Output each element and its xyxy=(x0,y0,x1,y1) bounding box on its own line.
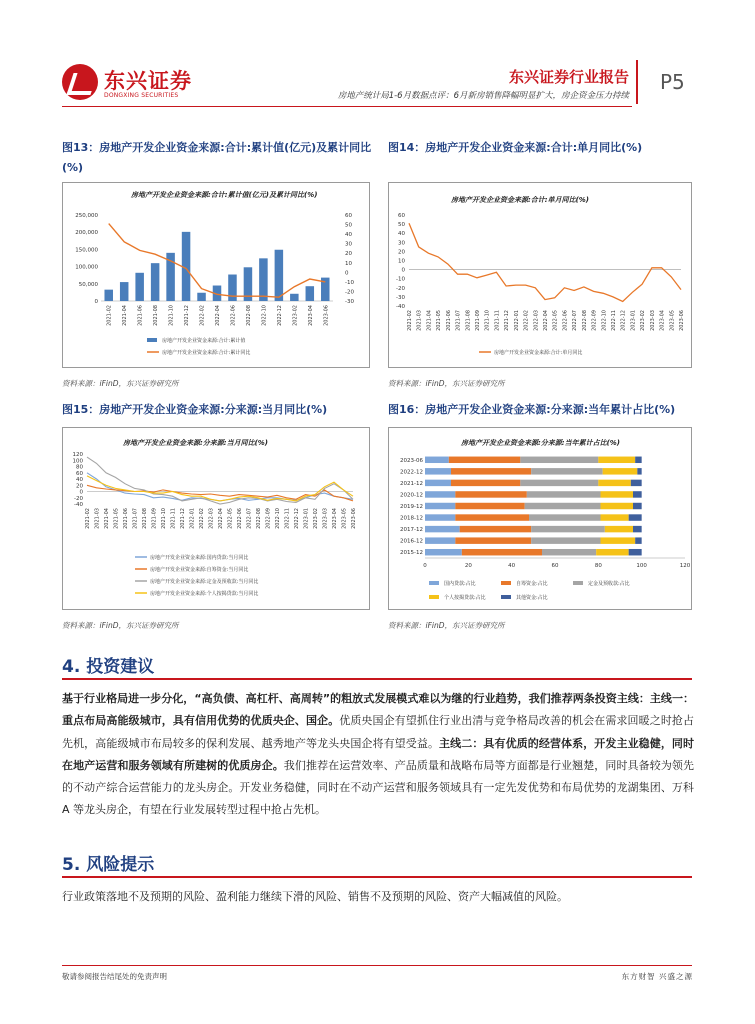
figure-13-chart xyxy=(62,182,370,368)
investment-lead: 基于行业格局进一步分化，“高负债、高杠杆、高周转”的粗放式发展模式难以为继的行业趋势，我们推荐两条投资主线：主线一：重点布局高能级城市，具有信用优势的优质央企、国企。 xyxy=(62,692,694,728)
y-left-tick-label: 200,000 xyxy=(75,230,98,237)
x-tick-label: 2023-04 xyxy=(307,305,314,326)
x-tick-label: 2023-05 xyxy=(341,508,348,529)
x-tick-label: 2022-02 xyxy=(523,310,530,331)
bar xyxy=(104,290,113,301)
figure-14-inner-title: 房地产开发企业资金来源:合计:单月同比(%) xyxy=(451,196,590,204)
y-tick-label: 0 xyxy=(79,489,83,496)
x-tick-label: 2022-08 xyxy=(256,508,262,529)
bar xyxy=(151,263,160,301)
header-rule xyxy=(62,106,632,107)
x-tick-label: 2022-06 xyxy=(237,508,243,529)
bar xyxy=(228,275,237,301)
stacked-bar-segment xyxy=(598,480,631,486)
legend-line-1-text: 房地产开发企业资金来源:自筹资金:当月同比 xyxy=(150,567,249,573)
x-tick-label: 2022-10 xyxy=(601,310,608,331)
figure-14-svg xyxy=(389,183,691,367)
x-tick-label: 2023-06 xyxy=(351,508,357,529)
x-tick-label: 2021-02 xyxy=(85,508,91,529)
bar xyxy=(290,294,299,301)
x-tick-label: 2021-10 xyxy=(161,508,167,529)
stacked-bar-segment xyxy=(531,526,605,532)
y-right-tick-label: 30 xyxy=(345,241,352,248)
stacked-bar-segment xyxy=(451,468,531,474)
y-tick-label: 2022-12 xyxy=(400,469,423,476)
series-line-2 xyxy=(87,457,353,504)
y-left-tick-label: 100,000 xyxy=(75,264,98,271)
section-5-title: 5. 风险提示 xyxy=(62,855,155,875)
x-tick-label: 2023-03 xyxy=(322,508,329,529)
series-line xyxy=(409,223,681,301)
x-tick-label: 80 xyxy=(594,563,602,569)
x-tick-label: 2021-04 xyxy=(426,310,433,331)
x-tick-label: 2022-09 xyxy=(591,310,598,331)
x-tick-label: 2021-07 xyxy=(132,508,139,529)
x-tick-label: 2022-06 xyxy=(230,305,237,326)
stacked-bar-segment xyxy=(462,549,542,555)
stacked-bar-segment xyxy=(605,526,633,532)
y-tick-label: 30 xyxy=(398,240,405,247)
legend-item-4-swatch xyxy=(501,595,511,599)
section-5-paragraph: 行业政策落地不及预期的风险、盈利能力继续下滑的风险、销售不及预期的风险、资产大幅减值的风险。 xyxy=(62,890,568,903)
stacked-bar-segment xyxy=(425,491,455,497)
x-tick-label: 2022-03 xyxy=(533,310,540,331)
y-right-tick-label: -30 xyxy=(345,299,354,305)
figure-15-svg xyxy=(63,428,369,609)
stacked-bar-segment xyxy=(598,457,635,463)
section-4-paragraph xyxy=(62,688,694,822)
legend-bar-swatch xyxy=(147,338,157,342)
x-tick-label: 2022-11 xyxy=(611,310,617,331)
stacked-bar-segment xyxy=(629,514,642,520)
legend-line-2-text: 房地产开发企业资金来源:定金及预收款:当月同比 xyxy=(150,579,259,585)
y-tick-label: 120 xyxy=(72,452,83,458)
legend-item-4-text: 其他资金:占比 xyxy=(516,595,548,601)
x-tick-label: 2022-04 xyxy=(543,310,549,331)
x-tick-label: 2021-08 xyxy=(153,305,160,326)
stacked-bar-segment xyxy=(425,514,455,520)
y-tick-label: 2023-06 xyxy=(400,457,423,464)
figure-15-inner-title: 房地产开发企业资金来源:分来源:当月同比(%) xyxy=(123,439,269,447)
bar xyxy=(275,250,284,301)
x-tick-label: 2021-03 xyxy=(94,508,101,529)
y-tick-label: -30 xyxy=(396,294,405,301)
y-tick-label: 50 xyxy=(398,222,405,229)
x-tick-label: 2022-11 xyxy=(284,508,291,529)
x-tick-label: 2021-11 xyxy=(494,310,501,331)
footer-rule xyxy=(62,965,692,966)
y-tick-label: -40 xyxy=(74,502,83,508)
x-tick-label: 2023-04 xyxy=(332,508,338,529)
footer-disclaimer: 敬请参阅报告结尾处的免责声明 xyxy=(62,972,167,981)
y-tick-label: -40 xyxy=(396,304,405,310)
investment-line2-detail: 我们推荐在运营效率、产品质量和战略布局等方面都是行业翘楚，同时具备较为领先的不动产综合运营能力的龙头房企。开发业务稳健，同时在不动产运营和服务领域具有一定先发优势和布局优势的龙湖集团、万科 A 等龙头房企，有望在行业发展转型过程中抢占先机。 xyxy=(62,758,695,817)
x-tick-label: 2022-04 xyxy=(218,508,224,529)
y-tick-label: 2016-12 xyxy=(400,538,423,545)
x-tick-label: 2021-02 xyxy=(106,305,113,326)
legend-item-1-swatch xyxy=(501,581,511,585)
x-tick-label: 2022-12 xyxy=(276,305,283,326)
y-tick-label: 2019-12 xyxy=(400,504,423,510)
stacked-bar-segment xyxy=(601,514,629,520)
legend-item-2-text: 定金及预收款:占比 xyxy=(588,581,630,587)
stacked-bar-segment xyxy=(425,503,455,509)
stacked-bar-segment xyxy=(425,480,451,486)
figure-15-chart xyxy=(62,427,370,610)
x-tick-label: 2021-09 xyxy=(475,310,481,331)
stacked-bar-segment xyxy=(542,549,596,555)
y-tick-label: 40 xyxy=(76,477,83,483)
figure-16-title: 图16：房地产开发企业资金来源:分来源:当年累计占比(%) xyxy=(388,403,676,416)
x-tick-label: 40 xyxy=(508,563,516,569)
stacked-bar-segment xyxy=(527,491,601,497)
y-tick-label: 40 xyxy=(398,231,405,238)
x-tick-label: 2021-10 xyxy=(484,310,491,331)
figure-16-inner-title: 房地产开发企业资金来源:分来源:当年累计占比(%) xyxy=(461,439,621,447)
company-logo xyxy=(62,62,192,106)
y-left-tick-label: 150,000 xyxy=(75,247,98,254)
x-tick-label: 0 xyxy=(423,563,427,569)
legend-item-3-swatch xyxy=(429,595,439,599)
header-divider xyxy=(636,60,638,104)
figure-15-source: 资料来源：iFinD，东兴证券研究所 xyxy=(62,621,179,630)
x-tick-label: 120 xyxy=(679,563,691,569)
y-tick-label: 10 xyxy=(398,258,405,265)
stacked-bar-segment xyxy=(455,514,529,520)
x-tick-label: 2023-06 xyxy=(679,310,685,331)
footer-slogan: 东方财智 兴盛之源 xyxy=(621,972,693,981)
x-tick-label: 2021-06 xyxy=(123,508,129,529)
page-number: P5 xyxy=(660,70,685,94)
stacked-bar-segment xyxy=(633,503,642,509)
x-tick-label: 2021-02 xyxy=(407,310,413,331)
legend-item-2-swatch xyxy=(573,581,583,585)
figure-14-title: 图14：房地产开发企业资金来源:合计:单月同比(%) xyxy=(388,141,643,154)
x-tick-label: 2023-02 xyxy=(292,305,299,326)
x-tick-label: 2022-01 xyxy=(189,508,196,529)
x-tick-label: 2023-02 xyxy=(313,508,319,529)
stacked-bar-segment xyxy=(601,503,634,509)
section-5-rule xyxy=(62,876,692,878)
investment-line2: 主线二：具有优质的经营体系，开发主业稳健，同时在地产运营和服务领域有所建树的优质房企。 xyxy=(62,736,695,772)
page-header xyxy=(0,0,755,112)
investment-line1-detail: 优质央国企有望抓住行业出清与竞争格局改善的机会在需求回暖之时抢占先机，高能级城市布局较多的保利发展、越秀地产等龙头央国企将有望受益。 xyxy=(62,714,694,750)
y-tick-label: 100 xyxy=(72,458,83,465)
x-tick-label: 2021-07 xyxy=(455,310,462,331)
x-tick-label: 2022-03 xyxy=(208,508,215,529)
series-line-3 xyxy=(87,476,353,501)
figure-16-svg xyxy=(389,428,691,609)
figure-13-title: 图13：房地产开发企业资金来源:合计:累计值(亿元)及累计同比(%) xyxy=(62,141,372,174)
legend-item-0-text: 国内贷款:占比 xyxy=(444,581,476,587)
stacked-bar-segment xyxy=(603,468,638,474)
y-tick-label: 20 xyxy=(76,483,83,490)
x-tick-label: 2021-12 xyxy=(180,508,186,529)
x-tick-label: 2022-08 xyxy=(581,310,588,331)
legend-line-3-text: 房地产开发企业资金来源:个人按揭贷款:当月同比 xyxy=(150,591,259,597)
y-right-tick-label: -10 xyxy=(345,279,354,286)
x-tick-label: 2023-02 xyxy=(640,310,647,331)
report-title: 东兴证券行业报告 xyxy=(508,68,629,86)
y-tick-label: -20 xyxy=(396,285,405,292)
x-tick-label: 2023-03 xyxy=(649,310,656,331)
x-tick-label: 60 xyxy=(551,563,559,569)
stacked-bar-segment xyxy=(425,526,460,532)
figure-15-title: 图15：房地产开发企业资金来源:分来源:当月同比(%) xyxy=(62,403,328,416)
section-4-title: 4. 投资建议 xyxy=(62,657,155,677)
x-tick-label: 2021-06 xyxy=(137,305,144,326)
x-tick-label: 2021-05 xyxy=(113,508,120,529)
stacked-bar-segment xyxy=(635,457,642,463)
stacked-bar-segment xyxy=(455,503,524,509)
figure-16-source: 资料来源：iFinD，东兴证券研究所 xyxy=(388,621,505,630)
stacked-bar-segment xyxy=(633,491,642,497)
logo-text-cn: 东兴证券 xyxy=(104,69,192,93)
x-tick-label: 2021-05 xyxy=(436,310,443,331)
x-tick-label: 2023-06 xyxy=(323,305,330,326)
stacked-bar-segment xyxy=(460,526,531,532)
legend-bar-text: 房地产开发企业资金来源:合计:累计值 xyxy=(162,338,246,344)
stacked-bar-segment xyxy=(601,491,634,497)
x-tick-label: 2022-12 xyxy=(294,508,300,529)
legend-line-0-text: 房地产开发企业资金来源:国内贷款:当月同比 xyxy=(150,555,249,561)
stacked-bar-segment xyxy=(601,537,636,543)
stacked-bar-segment xyxy=(531,468,603,474)
stacked-bar-segment xyxy=(529,514,601,520)
x-tick-label: 2022-05 xyxy=(552,310,559,331)
y-right-tick-label: 10 xyxy=(345,260,352,267)
y-tick-label: -20 xyxy=(74,495,83,502)
stacked-bar-segment xyxy=(635,537,642,543)
figure-14-chart xyxy=(388,182,692,368)
y-tick-label: 80 xyxy=(76,464,83,471)
y-right-tick-label: 0 xyxy=(345,270,349,277)
x-tick-label: 2023-01 xyxy=(303,508,310,529)
bar xyxy=(197,293,206,301)
x-tick-label: 2021-11 xyxy=(170,508,177,529)
x-tick-label: 2021-03 xyxy=(416,310,423,331)
y-left-tick-label: 50,000 xyxy=(78,281,98,288)
x-tick-label: 2021-08 xyxy=(142,508,148,529)
legend-item-1-text: 自筹资金:占比 xyxy=(516,581,548,587)
figure-13-inner-title: 房地产开发企业资金来源:合计:累计值(亿元)及累计同比(%) xyxy=(131,191,318,199)
x-tick-label: 2021-04 xyxy=(122,305,129,326)
stacked-bar-segment xyxy=(449,457,520,463)
y-tick-label: 2021-12 xyxy=(400,480,423,487)
x-tick-label: 2023-04 xyxy=(659,310,666,331)
figure-16-chart xyxy=(388,427,692,610)
x-tick-label: 2022-02 xyxy=(199,305,206,326)
y-left-tick-label: 250,000 xyxy=(75,213,98,219)
x-tick-label: 2022-04 xyxy=(215,305,221,326)
stacked-bar-segment xyxy=(596,549,629,555)
figure-13-svg xyxy=(63,183,369,367)
stacked-bar-segment xyxy=(455,491,527,497)
figure-13-source: 资料来源：iFinD，东兴证券研究所 xyxy=(62,379,179,388)
bar xyxy=(120,282,129,301)
x-tick-label: 2023-05 xyxy=(669,310,676,331)
x-tick-label: 2022-10 xyxy=(275,508,281,529)
x-tick-label: 20 xyxy=(464,563,472,569)
y-tick-label: 2015-12 xyxy=(400,550,423,557)
stacked-bar-segment xyxy=(520,457,598,463)
y-right-tick-label: -20 xyxy=(345,289,354,296)
x-tick-label: 2021-12 xyxy=(504,310,511,331)
y-left-tick-label: 0 xyxy=(94,299,98,305)
y-tick-label: 2017-12 xyxy=(400,527,423,534)
stacked-bar-segment xyxy=(525,503,601,509)
y-right-tick-label: 20 xyxy=(345,251,352,258)
stacked-bar-segment xyxy=(520,480,598,486)
y-tick-label: -10 xyxy=(396,276,405,283)
legend-item-0-swatch xyxy=(429,581,439,585)
stacked-bar-segment xyxy=(425,549,462,555)
stacked-bar-segment xyxy=(629,549,642,555)
y-tick-label: 2018-12 xyxy=(400,515,423,522)
y-tick-label: 60 xyxy=(398,213,405,219)
series-line-0 xyxy=(87,473,353,501)
y-tick-label: 0 xyxy=(401,267,405,274)
x-tick-label: 2021-09 xyxy=(151,508,158,529)
legend-item-3-text: 个人按揭贷款:占比 xyxy=(444,595,486,601)
y-tick-label: 60 xyxy=(76,470,83,477)
x-tick-label: 2022-10 xyxy=(261,305,268,326)
y-right-tick-label: 60 xyxy=(345,213,352,219)
x-tick-label: 2022-06 xyxy=(562,310,569,331)
report-subtitle: 房地产统计局1-6月数据点评：6月新房销售降幅明显扩大，房企资金压力持续 xyxy=(337,91,629,101)
stacked-bar-segment xyxy=(637,468,641,474)
x-tick-label: 2022-01 xyxy=(513,310,520,331)
stacked-bar-segment xyxy=(531,537,600,543)
y-tick-label: 2020-12 xyxy=(400,492,423,499)
x-tick-label: 2021-12 xyxy=(184,305,191,326)
x-tick-label: 2021-06 xyxy=(445,310,452,331)
x-tick-label: 2022-09 xyxy=(265,508,272,529)
section-4-rule xyxy=(62,678,692,680)
x-tick-label: 2022-07 xyxy=(572,310,579,331)
logo-mark-icon xyxy=(62,64,98,100)
stacked-bar-segment xyxy=(633,526,642,532)
y-right-tick-label: 40 xyxy=(345,232,352,239)
legend-line-text: 房地产开发企业资金来源:合计:累计同比 xyxy=(162,350,251,356)
x-tick-label: 2021-08 xyxy=(465,310,472,331)
logo-text-en: DONGXING SECURITIES xyxy=(104,92,179,99)
x-tick-label: 2022-12 xyxy=(620,310,627,331)
legend-line-text: 房地产开发企业资金来源:合计:单月同比 xyxy=(494,350,583,356)
stacked-bar-segment xyxy=(631,480,642,486)
y-tick-label: 20 xyxy=(398,249,405,256)
stacked-bar-segment xyxy=(451,480,520,486)
stacked-bar-segment xyxy=(425,468,451,474)
x-tick-label: 2022-05 xyxy=(227,508,234,529)
stacked-bar-segment xyxy=(425,537,455,543)
y-right-tick-label: 50 xyxy=(345,222,352,229)
x-tick-label: 2021-04 xyxy=(104,508,110,529)
bar xyxy=(135,273,144,301)
stacked-bar-segment xyxy=(425,457,449,463)
x-tick-label: 2023-01 xyxy=(630,310,637,331)
x-tick-label: 100 xyxy=(636,563,647,569)
figure-14-source: 资料来源：iFinD，东兴证券研究所 xyxy=(388,379,505,388)
x-tick-label: 2021-10 xyxy=(168,305,175,326)
bar xyxy=(259,258,268,301)
x-tick-label: 2022-02 xyxy=(199,508,205,529)
stacked-bar-segment xyxy=(455,537,531,543)
x-tick-label: 2022-07 xyxy=(246,508,253,529)
bar xyxy=(306,286,315,301)
x-tick-label: 2022-08 xyxy=(245,305,252,326)
